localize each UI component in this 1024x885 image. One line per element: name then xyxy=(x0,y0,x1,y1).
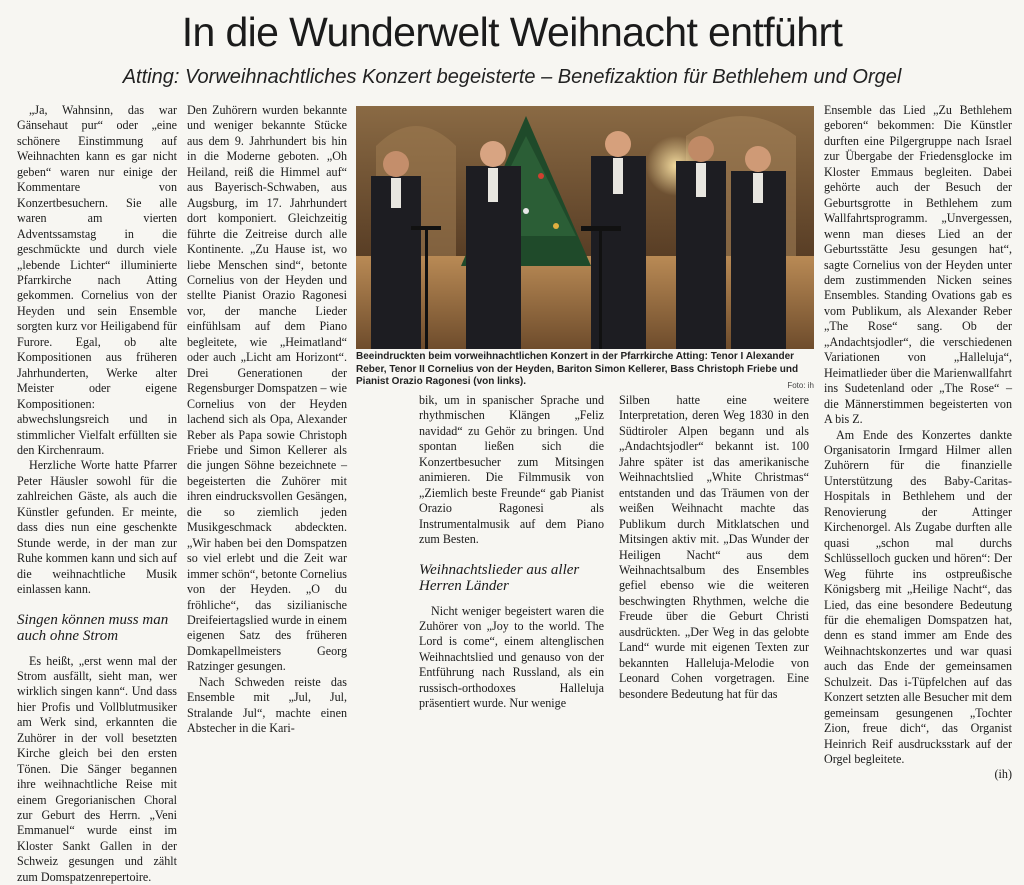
author-signature: (ih) xyxy=(824,767,1012,782)
subheadline: Atting: Vorweihnachtliches Konzert begeisterte – Benefizaktion für Bethlehem und Orgel xyxy=(0,64,1024,90)
headline: In die Wunderwelt Weihnacht entführt xyxy=(0,6,1024,58)
concert-photo xyxy=(356,106,814,349)
photo-credit: Foto: ih xyxy=(740,381,814,390)
photo-caption: Beeindruckten beim vorweihnachtlichen Konzert in der Pfarrkirche Atting: Tenor I Alexander Reber, Tenor II Cornelius von der Heyden, Bariton Simon Kellerer, Bass Christoph Friebe und Pianist Orazio Ragonesi (von links). xyxy=(356,351,814,389)
paragraph: bik, um in spanischer Sprache und rhythmischen Klängen „Feliz navidad“ zu Gehör zu bringen. Und spontan ließen sich die Konzertbesucher zum Mitsingen animieren. Die Filmmusik von „Ziemlich beste Freunde“ gab Pianist Orazio Ragonesi als Instrumentalmusik auf dem Piano zum Besten. xyxy=(419,393,604,548)
article-column-3 xyxy=(419,393,604,669)
paragraph: Ensemble das Lied „Zu Bethlehem geboren“ bekommen: Die Künstler durften eine Pilgergruppe nach Israel zur Übergabe der Friedensglocke im Kloster Emmaus begleiten. Dabei gehörte auch der Besuch der Geburtsgrotte in Bethlehem zum Wallfahrtsprogramm. „Unvergessen, wenn man dieses Lied an der Geburtsstätte Jesu gesungen hat“, sagte Cornelius von der Heyden unter dem zustimmenden Nicken seines Ensembles. Standing Ovations gab es vom Publikum, als Alexander Reber „The Rose“ sang. Ob der „Andachtsjodler“, die verschiedenen Variationen von „Halleluja“, Heimatlieder über die Marienwallfahrt ins Sudetenland oder „The Rose“ – die Männerstimmen begeisterten von A bis Z. xyxy=(824,103,1012,428)
paragraph: Silben hatte eine weitere Interpretation, deren Weg 1830 in den Südtiroler Alpen begann und als „Andachtsjodler“ bekannt ist. 100 Jahre später ist das amerikanische Weihnachtslied „White Christmas“ entstanden und das Träumen von der weißen Weihnacht machte das Publikum durch Mitklatschen und Mitsingen aktiv mit. „Das Wunder der Heiligen Nacht“ aus dem Weihnachtsalbum des Ensembles gefiel ebenso wie die weiteren beschwingten Rhythmen, welche die Freude über die Geburt Christi ausdrückten. „Der Weg in das gelobte Land“ wurde mit eigenen Texten zur bekannten Halleluja-Melodie von Leonard Cohen vorgetragen. Eine besondere Bedeutung hat für das xyxy=(619,393,809,702)
article-column-5 xyxy=(824,103,1012,669)
section-subhead: Singen können muss man auch ohne Strom xyxy=(17,612,177,644)
paragraph: Es heißt, „erst wenn mal der Strom ausfällt, sieht man, wer wirklich singen kann“. Und dass hier Profis und Vollblutmusiker am Werk sind, erkannten die Zuhörer in der voll besetzten Kirche gleich bei den ersten Tönen. Die Sänger begannen ihre weihnachtliche Reise mit einem Gregorianischen Choral zur Geburt des Herrn. „Veni Emmanuel“ wurde einst im Kloster Sankt Gallen in der Schweiz gesungen und zählt zum Domspatzenrepertoire. xyxy=(17,654,177,885)
paragraph: Nicht weniger begeistert waren die Zuhörer von „Joy to the world. The Lord is come“, einem altenglischen Weihnachtslied und genauso von der Entführung nach Russland, als ein russisch-orthodoxes Halleluja präsentiert wurde. Nur wenige xyxy=(419,604,604,712)
article-column-4 xyxy=(619,393,809,669)
article-column-1 xyxy=(17,103,177,669)
paragraph: „Ja, Wahnsinn, das war Gänsehaut pur“ oder „eine schönere Einstimmung auf Weihnachten kann es gar nicht geben“ waren nur einige der Kommentare von Konzertbesuchern. Sie alle waren am vierten Adventssamstag in die geschmückte und durch viele „lebende Lichter“ illuminierte Pfarrkirche nach Atting gekommen. Cornelius von der Heyden und sein Ensemble sorgten kurz vor Heiligabend für Furore. Egal, ob alte Kompositionen aus früheren Jahrhunderten, Werke alter Meister oder eigene Kompositionen: abwechslungsreich und in stimmlicher Vielfalt erfüllten sie den Kirchenraum. xyxy=(17,103,177,458)
article-column-2 xyxy=(187,103,347,669)
paragraph: Am Ende des Konzertes dankte Organisatorin Irmgard Hilmer allen Zuhörern für die finanzielle Unterstützung des Baby-Caritas-Hospitals in Bethlehem und der Renovierung der Attinger Kirchenorgel. Als Zugabe durften alle quasi „schon mal durchs Schlüsselloch gucken und hören“: Der Weg führte ins ostpreußische Königsberg mit „Heilige Nacht“, das Lied, das eine besondere Bedeutung für die ehemaligen Domspatzen hat, denn es stand immer am Ende des Weihnachtskonzertes und war quasi auch das Ende der gemeinsamen Schulzeit. Das i-Tüpfelchen auf das Konzert setzten alle Besucher mit dem gemeinsam gesungenen „Tochter Zion, freue dich“, das Organist Heinrich Reif ausdrucksstark auf der Orgel begleitete. xyxy=(824,428,1012,768)
paragraph: Herzliche Worte hatte Pfarrer Peter Häusler sowohl für die zahlreichen Gäste, als auch die Künstler gefunden. Er meinte, dass dies nun eine geschenkte Stunde werde, in der man zur Ruhe kommen kann und sich auf die weihnachtliche Musik einlassen kann. xyxy=(17,458,177,597)
section-subhead: Weihnachtslieder aus aller Herren Länder xyxy=(419,562,604,594)
paragraph: Den Zuhörern wurden bekannte und weniger bekannte Stücke aus dem 9. Jahrhundert bis hin in die Moderne geboten. „Oh Heiland, reiß die Himmel auf“ aus Bayerisch-Schwaben, aus Augsburg, im 17. Jahrhundert dort komponiert. Gleichzeitig führte die Zeitreise durch alle Kontinente. „Zu Hause ist, wo liebe Menschen sind“, betonte Cornelius von der Heyden und stellte Pianist Orazio Ragonesi vor, der manche Lieder einfühlsam auf dem Piano begleitete, wie „Heimatland“ oder auch „Licht am Horizont“. Drei Generationen der Regensburger Domspatzen – wie Cornelius von der Heyden lachend sich als Opa, Alexander Reber als Papa sowie Christoph Friebe und Simon Kellerer als die jungen Söhne bezeichnete – begeisterten die Zuhörer mit ihren eindrucksvollen Gesängen, die so ziemlich jeden Musikgeschmack abdeckten. „Wir haben bei den Domspatzen so viel erlebt und die Zeit war immer schön“, betonte Cornelius von der Heyden. „O du fröhliche“, das sizilianische Dreifeiertagslied wurde in einem eigenen Satz des früheren Domkapellmeisters Georg Ratzinger gesungen. xyxy=(187,103,347,675)
paragraph: Nach Schweden reiste das Ensemble mit „Jul, Jul, Stralande Jul“, machte einen Abstecher in die Kari- xyxy=(187,675,347,737)
